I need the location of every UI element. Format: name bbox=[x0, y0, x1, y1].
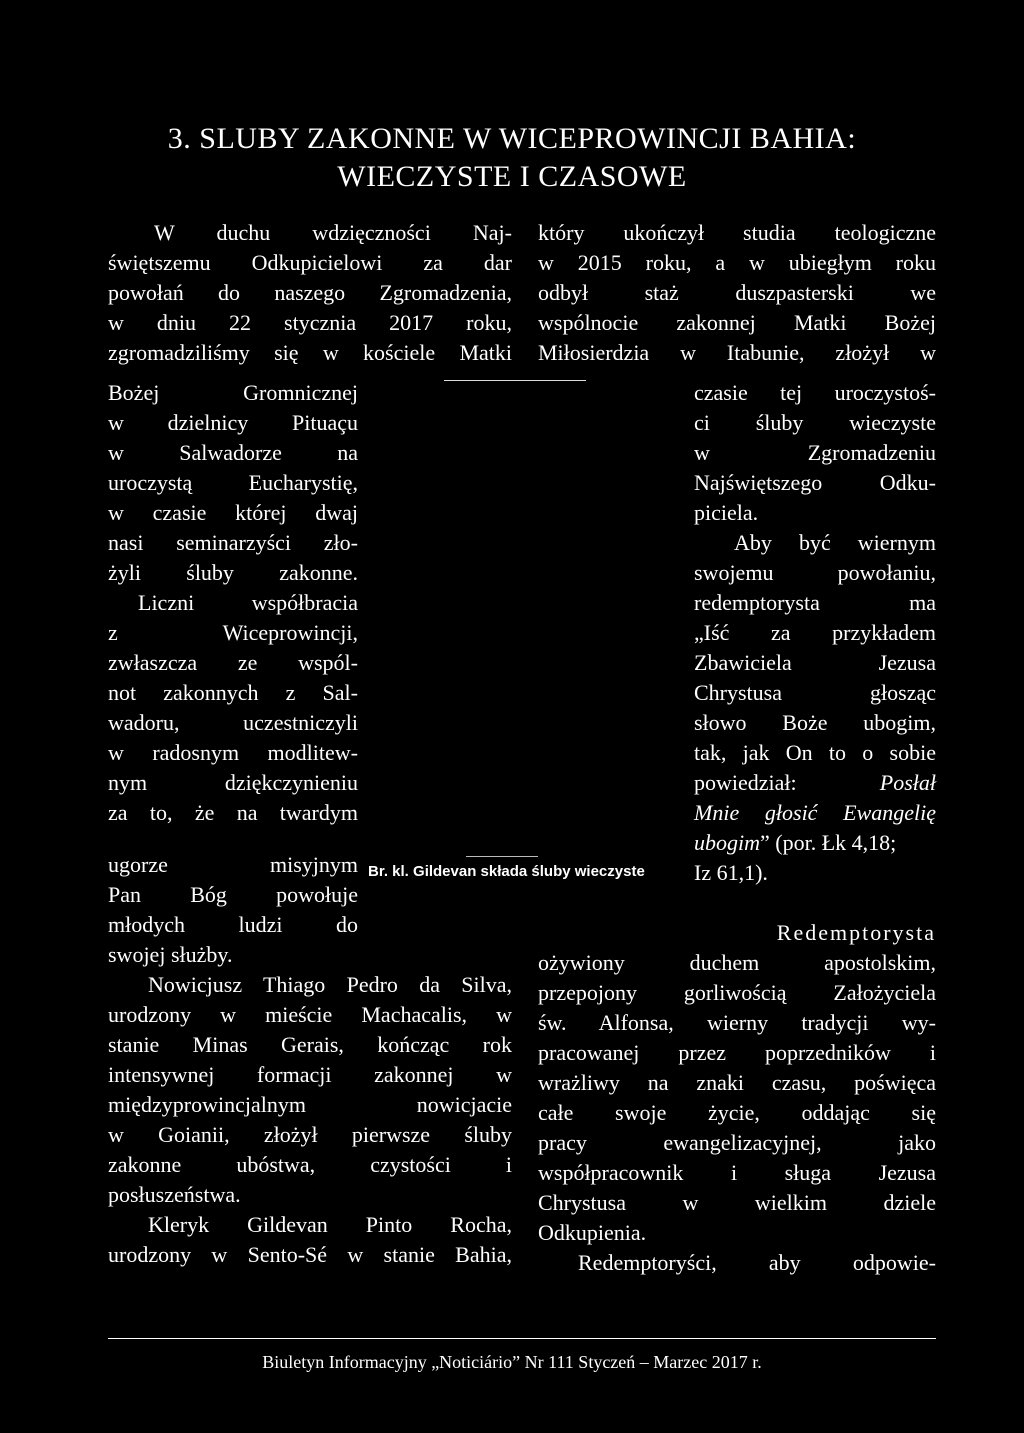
right-text-line: św. Alfonsa, wierny tradycji wy- bbox=[538, 1010, 936, 1035]
right-text-line: pracy ewangelizacyjnej, jako bbox=[538, 1130, 936, 1155]
left-text-line: młodych ludzi do bbox=[108, 912, 358, 937]
section-heading-line-1: 3. SLUBY ZAKONNE W WICEPROWINCJI BAHIA: bbox=[167, 122, 857, 155]
footer-divider bbox=[108, 1338, 936, 1339]
right-text-line: Najświętszego Odku- bbox=[694, 470, 936, 495]
right-text-line-italic: Mnie głosić Ewangelię bbox=[694, 800, 936, 825]
right-text-line: Redemptoryści, aby odpowie- bbox=[578, 1250, 936, 1275]
left-text-line: Pan Bóg powołuje bbox=[108, 882, 358, 907]
right-text-line: Chrystusa w wielkim dziele bbox=[538, 1190, 936, 1215]
quote-italic: ubogim bbox=[694, 830, 760, 855]
right-text-line: całe swoje życie, oddając się bbox=[538, 1100, 936, 1125]
right-text-line: słowo Boże ubogim, bbox=[694, 710, 936, 735]
left-text-line: w czasie której dwaj bbox=[108, 500, 358, 525]
left-text-line: urodzony w Sento-Sé w stanie Bahia, bbox=[108, 1242, 512, 1267]
left-text-line: not zakonnych z Sal- bbox=[108, 680, 358, 705]
quote-lead: powiedział: bbox=[694, 770, 797, 795]
right-text-line: Iz 61,1). bbox=[694, 860, 768, 885]
right-text-line: w 2015 roku, a w ubiegłym roku bbox=[538, 250, 936, 275]
right-text-line bbox=[694, 828, 936, 858]
left-text-line: w dniu 22 stycznia 2017 roku, bbox=[108, 310, 512, 335]
photo-detail-line bbox=[466, 856, 538, 857]
right-text-line: piciela. bbox=[694, 500, 759, 525]
left-text-line: w radosnym modlitew- bbox=[108, 740, 358, 765]
quote-reference: ” (por. Łk 4,18; bbox=[760, 830, 897, 855]
left-text-line: w Salwadorze na bbox=[108, 440, 358, 465]
right-text-line: czasie tej uroczystoś- bbox=[694, 380, 936, 405]
right-text-line: Zbawiciela Jezusa bbox=[694, 650, 936, 675]
right-text-line bbox=[694, 768, 936, 798]
left-text-line: nym dziękczynieniu bbox=[108, 770, 358, 795]
right-text-line: ożywiony duchem apostolskim, bbox=[538, 950, 936, 975]
left-text-line: W duchu wdzięczności Naj- bbox=[154, 220, 512, 245]
right-text-line: w Zgromadzeniu bbox=[694, 440, 936, 465]
left-text-line: powołań do naszego Zgromadzenia, bbox=[108, 280, 512, 305]
left-text-line: żyli śluby zakonne. bbox=[108, 560, 358, 585]
right-text-line: współpracownik i sługa Jezusa bbox=[538, 1160, 936, 1185]
right-text-line: pracowanej przez poprzedników i bbox=[538, 1040, 936, 1065]
right-text-line: Aby być wiernym bbox=[734, 530, 936, 555]
left-text-line: za to, że na twardym bbox=[108, 800, 358, 825]
left-text-line: zakonne ubóstwa, czystości i bbox=[108, 1152, 512, 1177]
photo-caption: Br. kl. Gildevan składa śluby wieczyste bbox=[368, 863, 645, 880]
left-text-line: z Wiceprowincji, bbox=[108, 620, 358, 645]
left-text-line: w dzielnicy Pituaçu bbox=[108, 410, 358, 435]
right-text-line: wspólnocie zakonnej Matki Bożej bbox=[538, 310, 936, 335]
left-text-line: zwłaszcza ze wspól- bbox=[108, 650, 358, 675]
right-text-line: redemptorysta ma bbox=[694, 590, 936, 615]
section-heading-line-2: WIECZYSTE I CZASOWE bbox=[337, 160, 687, 193]
footer-text: Biuletyn Informacyjny „Noticiário” Nr 111 Styczeń – Marzec 2017 r. bbox=[262, 1352, 762, 1372]
left-text-line: ugorze misyjnym bbox=[108, 852, 358, 877]
left-text-line: świętszemu Odkupicielowi za dar bbox=[108, 250, 512, 275]
left-text-line: nasi seminarzyści zło- bbox=[108, 530, 358, 555]
left-text-line: Nowicjusz Thiago Pedro da Silva, bbox=[148, 972, 512, 997]
photo-top-edge bbox=[444, 380, 586, 381]
left-text-line: swojej służby. bbox=[108, 942, 233, 967]
right-text-line: tak, jak On to o sobie bbox=[694, 740, 936, 765]
left-text-line: Kleryk Gildevan Pinto Rocha, bbox=[148, 1212, 512, 1237]
photo bbox=[358, 378, 680, 888]
right-text-line: Miłosierdzia w Itabunie, złożył w bbox=[538, 340, 936, 365]
left-text-line: międzyprowincjalnym nowicjacie bbox=[108, 1092, 512, 1117]
right-text-line: który ukończył studia teologiczne bbox=[538, 220, 936, 245]
right-text-line: swojemu powołaniu, bbox=[694, 560, 936, 585]
right-text-line: Chrystusa głosząc bbox=[694, 680, 936, 705]
left-text-line: w Goianii, złożył pierwsze śluby bbox=[108, 1122, 512, 1147]
left-text-line: wadoru, uczestniczyli bbox=[108, 710, 358, 735]
left-text-line: urodzony w mieście Machacalis, w bbox=[108, 1002, 512, 1027]
left-text-line: Liczni współbracia bbox=[138, 590, 358, 615]
left-text-line: zgromadziliśmy się w kościele Matki bbox=[108, 340, 512, 365]
right-text-line: odbył staż duszpasterski we bbox=[538, 280, 936, 305]
right-text-line: przepojony gorliwością Założyciela bbox=[538, 980, 936, 1005]
left-text-line: intensywnej formacji zakonnej w bbox=[108, 1062, 512, 1087]
left-text-line: uroczystą Eucharystię, bbox=[108, 470, 358, 495]
quote-italic: Posłał bbox=[879, 770, 936, 795]
right-text-line: Redemptorysta bbox=[776, 920, 936, 945]
left-text-line: stanie Minas Gerais, kończąc rok bbox=[108, 1032, 512, 1057]
left-text-line: posłuszeństwa. bbox=[108, 1182, 241, 1207]
right-text-line: ci śluby wieczyste bbox=[694, 410, 936, 435]
right-text-line: Odkupienia. bbox=[538, 1220, 647, 1245]
right-text-line: „Iść za przykładem bbox=[694, 620, 936, 645]
right-text-line: wrażliwy na znaki czasu, poświęca bbox=[538, 1070, 936, 1095]
left-text-line: Bożej Gromnicznej bbox=[108, 380, 358, 405]
